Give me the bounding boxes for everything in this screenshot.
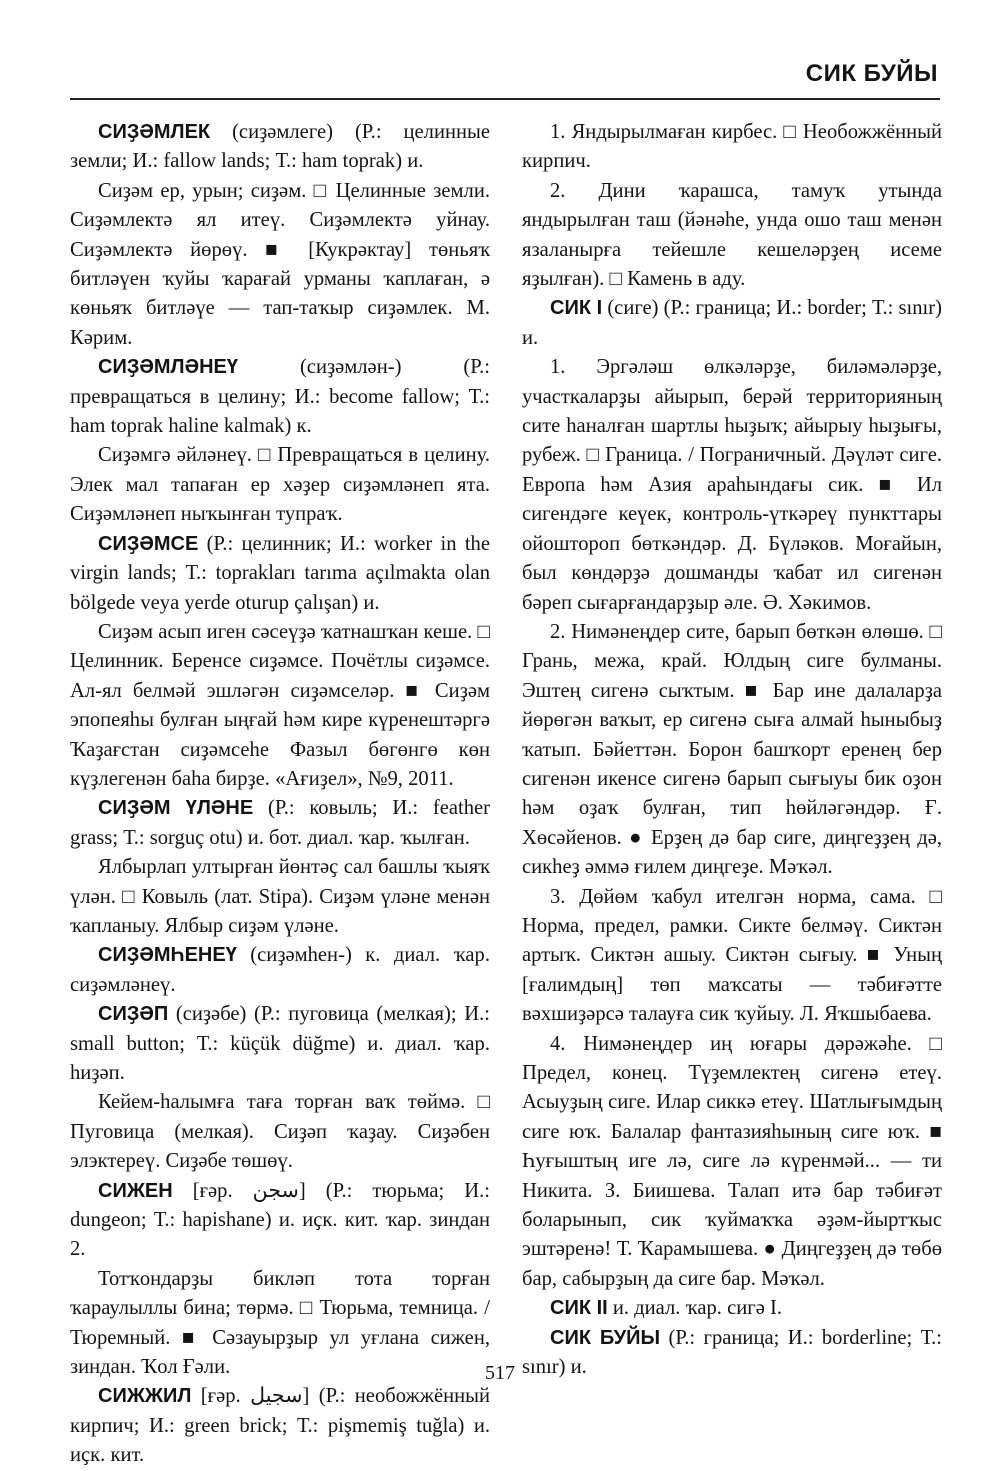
entry-text: Сиҙәмгә әйләнеү. □ Превращаться в целину. Элек мал тапаған ер хәҙер сиҙәмләнеп ята. Сиҙәмләнеп ныҡынған тупраҡ. — [70, 444, 490, 526]
entry-paragraph — [70, 177, 490, 353]
entry-paragraph — [70, 1177, 490, 1265]
entry-paragraph — [522, 353, 942, 618]
entry-paragraph — [522, 883, 942, 1030]
entry-paragraph — [70, 1000, 490, 1088]
entry-paragraph — [70, 353, 490, 441]
entry-text: Сиҙәм ер, урын; сиҙәм. □ Целинные земли. Сиҙәмлектә ял итеү. Сиҙәмлектә уйнау. Сиҙәмлектә йөрөү. ■ [Кукрәктау] төньяҡ битләүен ҡуйы ҡарағай урманы ҡаплаған, ә көньяҡ битләүе — тап-таҡыр сиҙәмлек. М. Кәрим. — [70, 179, 490, 349]
entry-paragraph — [522, 618, 942, 883]
entry-text: [ғәр. سجن] (Р.: тюрьма; И.: dungeon; Т.: hapishane) и. иҫк. кит. ҡар. зиндан 2. — [70, 1179, 490, 1261]
headword: СИК БУЙЫ — [550, 1326, 661, 1349]
entry-text: Сиҙәм асып иген сәсеүҙә ҡатнашҡан кеше. □ Целинник. Беренсе сиҙәмсе. Почётлы сиҙәмсе. Ал-ял белмәй эшләгән сиҙәмселәр. ■ Сиҙәм эпопеяһы булған ыңғай һәм кире күренештәргә Ҡаҙағстан сиҙәмсеһе Фазыл бөгөнгө көн күҙлегенән баһа бирҙе. «Ағиҙел», №9, 2011. — [70, 620, 490, 790]
entry-paragraph — [522, 118, 942, 177]
entry-text: (сиге) (Р.: граница; И.: border; Т.: sınır) и. — [522, 297, 942, 349]
entry-text: Ялбырлап ултырған йөнтәҫ сал башлы ҡыяҡ үлән. □ Ковыль (лат. Stipa). Сиҙәм үләне менән ҡапланыу. Ялбыр сиҙәм үләне. — [70, 856, 490, 937]
headword: СИК II — [550, 1297, 608, 1320]
entry-text: Кейем-һалымға таға торған ваҡ төймә. □ Пуговица (мелкая). Сиҙәп ҡаҙау. Сиҙәбен элэктереү. Сиҙәбе төшөү. — [70, 1091, 490, 1173]
entry-paragraph — [522, 177, 942, 295]
entry-text: (сиҙәмһен-) к. диал. ҡар. сиҙәмләнеү. — [70, 944, 490, 996]
entry-text: Тотҡондарҙы бикләп тота торған ҡараулыллы бина; төрмә. □ Тюрьма, темница. / Тюремный. ■ Сәзауырҙыр ул уғлана сижен, зиндан. Ҡол Ғәли. — [70, 1267, 490, 1379]
entry-text: 3. Дөйөм ҡабул ителгән норма, сама. □ Норма, предел, рамки. Сикте белмәү. Сиктән артыҡ. Сиктән ашыу. Сиктән сығыу. ■ Уның [ғалимдың] төп маҡсаты — тәбиғәтте вәхшиҙәрсә талауға сик ҡуйыу. Л. Яҡшыбаева. — [522, 885, 942, 1026]
entry-text: (сиҙәбе) (Р.: пуговица (мелкая); И.: small button; Т.: küçük düğme) и. диал. ҡар. һиҙәп. — [70, 1003, 490, 1084]
entry-text: 1. Яндырылмаған кирбес. □ Необожжённый кирпич. — [522, 121, 942, 173]
entry-text: 4. Нимәнеңдер иң юғары дәрәжәһе. □ Предел, конец. Түҙемлектең сигенә етеү. Асыуҙың сиге. Илар сиккә етеү. Шатлығымдың сиге юҡ. Балалар фантазияһының сиге юҡ. ■ Һуғыштың иге лә, сиге лә күренмәй... — ти Никита. З. Биишева. Талап итә бар тәбиғәт боларынып, сик ҡуймаҡҡа әҙәм-йыртҡыс эштәренә! Т. Ҡарамышева. ● Диңгеҙҙең дә төбө бар, сабырҙың да сиге бар. Мәҡәл. — [522, 1032, 942, 1290]
entry-text: 2. Дини ҡарашса, тамуҡ утында яндырылған таш (йәнәһе, унда ошо таш менән язаланырға тейешле кешеләрҙең исеме яҙылған). □ Камень в аду. — [522, 179, 942, 291]
entry-paragraph — [522, 294, 942, 353]
entry-text: (Р.: граница; И.: borderline; Т.: sınır) и. — [522, 1326, 942, 1379]
entry-text: (сиҙәмлеге) (Р.: целинные земли; И.: fallow lands; Т.: ham toprak) и. — [70, 121, 490, 173]
entry-paragraph — [70, 1088, 490, 1176]
entry-paragraph — [70, 530, 490, 618]
entry-paragraph — [70, 1382, 490, 1470]
entry-text: (Р.: ковыль; И.: feather grass; Т.: sorguç otu) и. бот. диал. ҡар. ҡылған. — [70, 797, 491, 849]
entry-text: (сиҙәмлән-) (Р.: превращаться в целину; И.: become fallow; Т.: ham toprak haline kalmak) к. — [70, 356, 490, 438]
page-number: 517 — [485, 1362, 515, 1384]
headword: СИҘӘМСЕ — [98, 532, 199, 555]
entry-text: (Р.: целинник; И.: worker in the virgin lands; Т.: toprakları tarıma açılmakta olan bölgede veya yerde oturup çalışan) и. — [70, 532, 490, 614]
entry-paragraph — [70, 118, 490, 177]
headword: СИҘӘП — [98, 1003, 169, 1026]
running-head: СИК БУЙЫ — [805, 60, 938, 87]
headword: СИК I — [550, 297, 603, 320]
headword: СИЖЕН — [98, 1179, 173, 1202]
entry-text: и. диал. ҡар. сигә I. — [607, 1297, 783, 1320]
left-column — [70, 118, 490, 1471]
headword: СИҘӘМЛӘНЕҮ — [98, 356, 238, 379]
headword: СИЖЖИЛ — [98, 1385, 192, 1408]
entry-paragraph — [522, 1030, 942, 1295]
entry-paragraph — [70, 441, 490, 529]
entry-paragraph — [522, 1294, 942, 1323]
right-column — [522, 118, 942, 1382]
entry-text: 1. Эргәләш өлкәләрҙе, биләмәләрҙе, участкаларҙы айырып, берәй территорияның сите һаналған шартлы һыҙыҡ; айырыу һыҙығы, рубеж. □ Граница. / Пограничный. Дәүләт сиге. Европа һәм Азия араһындағы сик. ■ Ил сигендәге кеүек, контроль-үткәреү пункттары ойоштороп бөткәндәр. Д. Бүләков. Моғайын, был көндәрҙә дошманды ҡабат ил сигенән бәреп сығарғандарҙыр әле. Ә. Хәкимов. — [522, 356, 942, 614]
entry-text: 2. Нимәнеңдер сите, барып бөткән өлөшө. □ Грань, межа, край. Юлдың сиге булманы. Эштең сигенә сыҡтым. ■ Бар ине далаларҙа йөрөгән ваҡыт, ер сигенә сыға алмай һыныбыҙ ҡатып. Бәйеттән. Борон башҡорт еренең бер сигенән икенсе сигенә барып сығыуы бик оҙон һәм оҙаҡ булған, тип һөйләгәндәр. Ғ. Хөсәйенов. ● Ерҙең дә бар сиге, диңгеҙҙең дә, сикһеҙ әммә ғилем диңгеҙе. Мәҡәл. — [522, 620, 942, 879]
headword: СИҘӘМ ҮЛӘНЕ — [98, 797, 254, 820]
entry-paragraph — [70, 853, 490, 941]
headword: СИҘӘМҺЕНЕҮ — [98, 944, 237, 967]
entry-paragraph — [70, 794, 490, 853]
entry-text: [ғәр. سجيل] (Р.: необожжённый кирпич; И.: green brick; Т.: pişmemiş tuğla) и. иҫк. кит. — [70, 1385, 491, 1467]
headword: СИҘӘМЛЕК — [98, 121, 211, 143]
entry-paragraph — [70, 941, 490, 1000]
entry-paragraph — [70, 618, 490, 794]
header-rule — [70, 98, 940, 100]
